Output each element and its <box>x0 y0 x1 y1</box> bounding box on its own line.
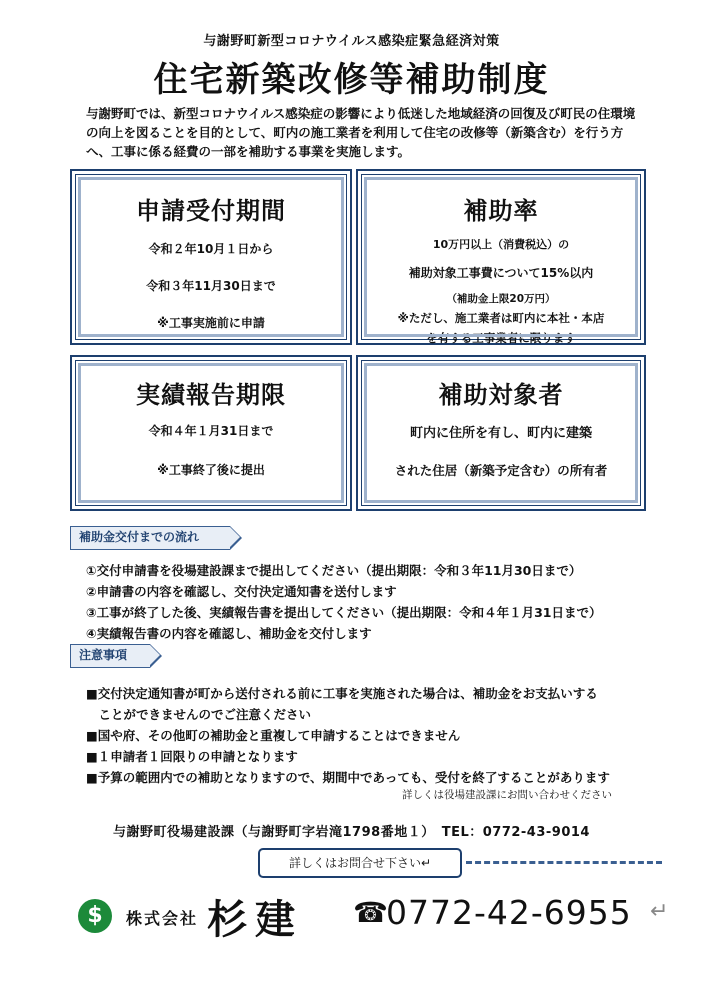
phone-icon: ☎ <box>353 896 388 929</box>
intro-text: 与謝野町では、新型コロナウイルス感染症の影響により低迷した地域経済の回復及び町民の住環境の向上を図ることを目的として、町内の施工業者を利用して住宅の改修等（新築含む）を行う方へ、工事に係る経費の一部を補助する事業を実施します。 <box>86 106 636 159</box>
application-period-start: 令和２年10月１日から <box>148 242 274 256</box>
application-period-box <box>70 169 352 345</box>
application-period-note: ※工事実施前に申請 <box>157 316 265 330</box>
note-item: ■国や府、その他町の補助金と重複して申請することはできません <box>86 728 461 743</box>
flow-step: ④実績報告書の内容を確認し、補助金を交付します <box>86 626 372 641</box>
dashed-divider <box>466 861 662 864</box>
eligible-person-title: 補助対象者 <box>438 381 564 409</box>
eligible-person-line1: 町内に住所を有し、町内に建築 <box>409 426 592 441</box>
company-phone: 0772-42-6955 <box>386 893 632 932</box>
company-prefix: 株式会社 <box>126 909 199 928</box>
inquiry-box: 詳しくはお問合せ下さい↵ <box>258 848 462 878</box>
subsidy-rate-note1: ※ただし、施工業者は町内に本社・本店 <box>397 311 605 325</box>
subsidy-rate-box <box>356 169 646 345</box>
flow-step: ③工事が終了した後、実績報告書を提出してください（提出期限：令和４年１月31日まで） <box>86 605 602 620</box>
flow-section-label: 補助金交付までの流れ <box>70 526 230 550</box>
note-item: ■交付決定通知書が町から送付される前に工事を実施された場合は、補助金をお支払いする <box>86 686 598 701</box>
note-item: ことができませんのでご注意ください <box>86 707 312 722</box>
application-period-end: 令和３年11月30日まで <box>146 279 276 293</box>
subsidy-rate-note2: を有する工事業者に限ります <box>426 331 576 345</box>
flow-step: ②申請書の内容を確認し、交付決定通知書を送付します <box>86 584 397 599</box>
page-title: 住宅新築改修等補助制度 <box>153 60 550 100</box>
subsidy-rate-line1: 10万円以上（消費税込）の <box>432 238 570 251</box>
subtitle: 与謝野町新型コロナウイルス感染症緊急経済対策 <box>203 34 500 49</box>
eligible-person-line2: された住居（新築予定含む）の所有者 <box>394 463 608 478</box>
notes-section-label: 注意事項 <box>70 644 150 668</box>
company-logo-icon: $ <box>78 899 112 933</box>
company-name: 杉建 <box>207 896 303 943</box>
report-deadline-box <box>70 355 352 511</box>
note-item: ■１申請者１回限りの申請となります <box>86 749 298 764</box>
report-deadline-date: 令和４年１月31日まで <box>148 424 274 438</box>
eligible-person-box <box>356 355 646 511</box>
application-period-title: 申請受付期間 <box>136 197 286 225</box>
return-mark-icon: ↵ <box>650 899 669 924</box>
report-deadline-title: 実績報告期限 <box>136 381 286 409</box>
subsidy-rate-cap: （補助金上限20万円） <box>446 293 556 305</box>
note-item: ■予算の範囲内での補助となりますので、期間中であっても、受付を終了することがあります <box>86 770 610 785</box>
notes-inquiry-hint: 詳しくは役場建設課にお問い合わせください <box>402 789 612 801</box>
subsidy-rate-line2: 補助対象工事費について15%以内 <box>408 266 594 280</box>
subsidy-rate-title: 補助率 <box>463 197 539 225</box>
report-deadline-note: ※工事終了後に提出 <box>157 463 265 477</box>
flow-step: ①交付申請書を役場建設課まで提出してください（提出期限：令和３年11月30日まで） <box>86 563 582 578</box>
contact-info: 与謝野町役場建設課（与謝野町字岩滝1798番地１） TEL：0772-43-9014 <box>113 825 590 840</box>
